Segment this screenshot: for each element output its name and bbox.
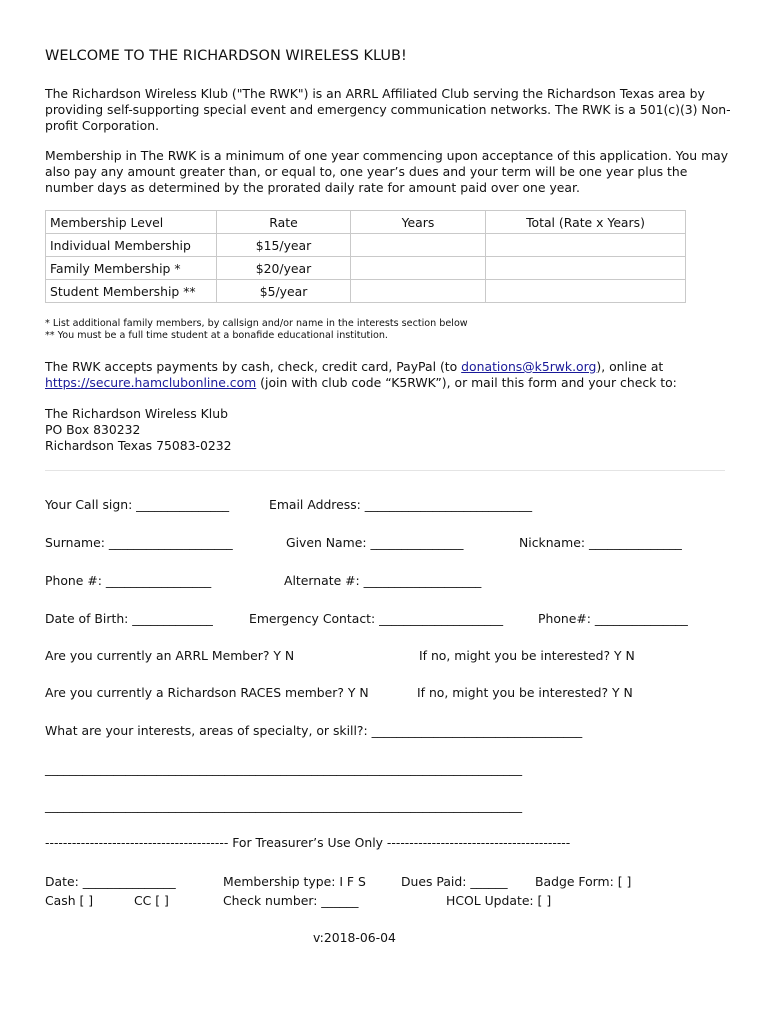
call-sign-field[interactable]: Your Call sign: _______________: [45, 497, 230, 512]
check-number-field[interactable]: Check number: ______: [223, 893, 359, 908]
cash-checkbox[interactable]: Cash [ ]: [45, 893, 94, 908]
interests-line[interactable]: _____________________________________________________________________________: [45, 798, 523, 813]
races-member-question[interactable]: Are you currently a Richardson RACES member? Y N: [45, 685, 369, 700]
table-cell: Individual Membership: [46, 234, 217, 257]
treasurer-section-header: ----------------------------------------- For Treasurer’s Use Only -----------------------------------------: [45, 835, 571, 850]
interests-field[interactable]: What are your interests, areas of specialty, or skill?: __________________________________: [45, 723, 583, 738]
donations-email-link[interactable]: donations@k5rwk.org: [461, 359, 597, 374]
family-note: * List additional family members, by callsign and/or name in the interests section below: [45, 318, 468, 329]
table-header: Years: [351, 211, 486, 234]
years-cell[interactable]: [351, 234, 486, 257]
table-header: Rate: [217, 211, 351, 234]
emergency-phone-field[interactable]: Phone#: _______________: [538, 611, 688, 626]
address-line: PO Box 830232: [45, 422, 141, 437]
alternate-phone-field[interactable]: Alternate #: ___________________: [284, 573, 482, 588]
student-note: ** You must be a full time student at a bonafide educational institution.: [45, 330, 388, 341]
date-of-birth-field[interactable]: Date of Birth: _____________: [45, 611, 213, 626]
total-cell[interactable]: [486, 234, 686, 257]
table-row: [46, 257, 686, 280]
interests-line[interactable]: _____________________________________________________________________________: [45, 761, 523, 776]
table-cell: Student Membership **: [46, 280, 217, 303]
given-name-field[interactable]: Given Name: _______________: [286, 535, 464, 550]
total-cell[interactable]: [486, 257, 686, 280]
membership-paragraph: Membership in The RWK is a minimum of one year commencing upon acceptance of this application. You may also pay any amount greater than, or equal to, one year’s dues and your term will be one year plus the number days as determined by the prorated daily rate for amount paid over one year.: [45, 148, 729, 195]
surname-field[interactable]: Surname: ____________________: [45, 535, 233, 550]
table-header: Membership Level: [46, 211, 217, 234]
arrl-member-question[interactable]: Are you currently an ARRL Member? Y N: [45, 648, 295, 663]
payment-paragraph: [45, 359, 735, 391]
years-cell[interactable]: [351, 257, 486, 280]
divider: [45, 470, 725, 471]
badge-form-checkbox[interactable]: Badge Form: [ ]: [535, 874, 632, 889]
table-cell: Family Membership *: [46, 257, 217, 280]
membership-type-field[interactable]: Membership type: I F S: [223, 874, 366, 889]
nickname-field[interactable]: Nickname: _______________: [519, 535, 682, 550]
address-line: The Richardson Wireless Klub: [45, 406, 228, 421]
emergency-contact-field[interactable]: Emergency Contact: ____________________: [249, 611, 504, 626]
address-line: Richardson Texas 75083-0232: [45, 438, 232, 453]
table-cell: $15/year: [217, 234, 351, 257]
table-header: Total (Rate x Years): [486, 211, 686, 234]
payment-text: ), online at: [596, 359, 664, 374]
hcol-update-checkbox[interactable]: HCOL Update: [ ]: [446, 893, 552, 908]
cc-checkbox[interactable]: CC [ ]: [134, 893, 169, 908]
dues-paid-field[interactable]: Dues Paid: ______: [401, 874, 508, 889]
phone-field[interactable]: Phone #: _________________: [45, 573, 212, 588]
years-cell[interactable]: [351, 280, 486, 303]
membership-rates-table: [45, 210, 686, 303]
table-cell: $5/year: [217, 280, 351, 303]
email-field[interactable]: Email Address: ___________________________: [269, 497, 533, 512]
payment-text: (join with club code “K5RWK”), or mail this form and your check to:: [256, 375, 677, 390]
arrl-interest-question[interactable]: If no, might you be interested? Y N: [419, 648, 635, 663]
table-row: [46, 280, 686, 303]
table-row: [46, 234, 686, 257]
hamclubonline-link[interactable]: https://secure.hamclubonline.com: [45, 375, 257, 390]
total-cell[interactable]: [486, 280, 686, 303]
treasurer-date-field[interactable]: Date: _______________: [45, 874, 176, 889]
table-cell: $20/year: [217, 257, 351, 280]
version-label: v:2018-06-04: [313, 930, 396, 945]
payment-text: The RWK accepts payments by cash, check, credit card, PayPal (to: [45, 359, 462, 374]
table-header-row: [46, 211, 686, 234]
races-interest-question[interactable]: If no, might you be interested? Y N: [417, 685, 633, 700]
intro-paragraph: The Richardson Wireless Klub ("The RWK") is an ARRL Affiliated Club serving the Richardson Texas area by providing self-supporting special event and emergency communication networks. The RWK is a 501(c)(3) Non-profit Corporation.: [45, 86, 731, 133]
page-title: WELCOME TO THE RICHARDSON WIRELESS KLUB!: [45, 48, 407, 64]
